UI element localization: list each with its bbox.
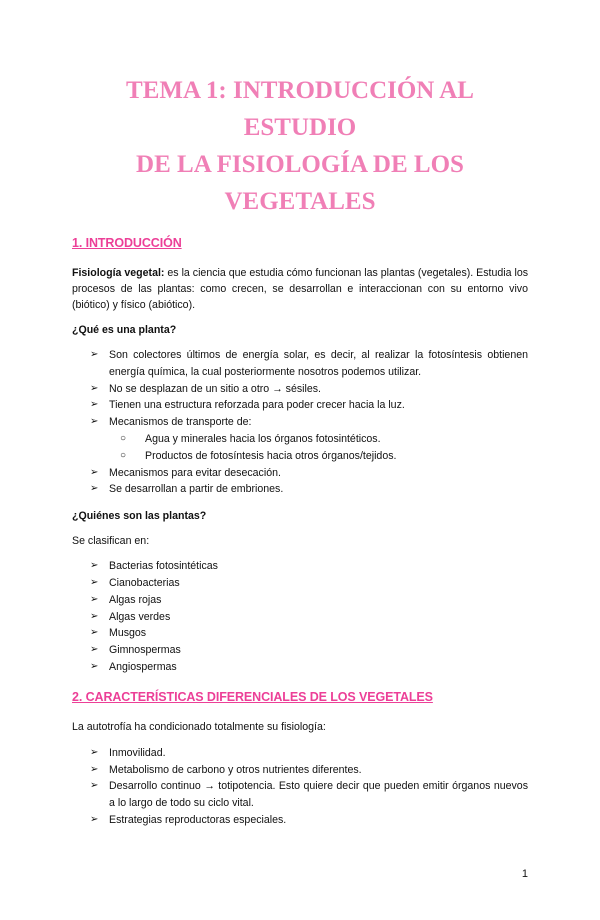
definition-term: Fisiología vegetal: [72,267,165,279]
list-item: ➢ Se desarrollan a partir de embriones. [72,481,528,498]
list-item: ➢ Bacterias fotosintéticas [72,558,528,575]
section-heading-characteristics: 2. CARACTERÍSTICAS DIFERENCIALES DE LOS VEGETALES [72,689,433,704]
title-line-1: TEMA 1: INTRODUCCIÓN AL ESTUDIO [126,77,474,141]
arrow-bullet-icon: ➢ [90,466,99,478]
question-what-is-plant: ¿Qué es una planta? [72,324,177,336]
arrow-bullet-icon: ➢ [90,660,99,672]
arrow-bullet-icon: ➢ [90,763,99,775]
arrow-bullet-icon: ➢ [90,780,99,792]
arrow-bullet-icon: ➢ [90,416,99,428]
arrow-bullet-icon: ➢ [90,813,99,825]
list-item: ➢ Estrategias reproductoras especiales. [72,812,528,829]
arrow-bullet-icon: ➢ [90,746,99,758]
list-item: ➢ Algas verdes [72,609,528,626]
list-item: ➢ Tienen una estructura reforzada para poder crecer hacia la luz. [72,397,528,414]
arrow-bullet-icon: ➢ [90,560,99,572]
title-line-2: DE LA FISIOLOGÍA DE LOS VEGETALES [136,151,464,215]
differential-characteristics-list [72,745,528,829]
list-item: ➢ Musgos [72,625,528,642]
definition-paragraph [72,265,528,313]
list-item: ➢ Desarrollo continuo → totipotencia. Esto quiere decir que pueden emitir órganos nuevos a lo largo de todo su ciclo vital. [90,780,528,810]
page-number: 1 [521,868,528,880]
plant-characteristics-list [72,347,528,498]
arrow-bullet-icon: ➢ [90,399,99,411]
list-item: ➢ Inmovilidad. [72,745,528,762]
plant-groups-list [72,558,528,676]
section2-intro: La autotrofía ha condicionado totalmente su fisiología: [72,720,326,733]
arrow-bullet-icon: ➢ [90,483,99,495]
list-item: ➢ Metabolismo de carbono y otros nutrientes diferentes. [72,762,528,779]
arrow-bullet-icon: ➢ [90,593,99,605]
list-item: ➢ Cianobacterias [72,575,528,592]
arrow-bullet-icon: ➢ [90,644,99,656]
arrow-bullet-icon: ➢ [90,627,99,639]
circle-bullet-icon: ○ [120,449,127,461]
sublist-item: ○ Productos de fotosíntesis hacia otros órganos/tejidos. [109,448,528,465]
list-item: ➢ Son colectores últimos de energía solar, es decir, al realizar la fotosíntesis obtienen energía química, la cual posteriormente nosotros podemos utilizar. [90,349,528,378]
arrow-bullet-icon: ➢ [90,576,99,588]
list-item: ➢ Mecanismos para evitar desecación. [72,465,528,482]
section-heading-intro: 1. INTRODUCCIÓN [72,236,182,250]
list-item: ➢ Angiospermas [72,659,528,676]
document-page [0,72,600,920]
list-item: ➢ Gimnospermas [72,642,528,659]
page-title [72,72,528,220]
list-item: ➢ Mecanismos de transporte de: ○ Agua y minerales hacia los órganos fotosintéticos. ○ Productos de fotosíntesis hacia otros órganos/tejidos. [72,414,528,464]
classify-intro: Se clasifican en: [72,535,150,548]
list-item: ➢ Algas rojas [72,592,528,609]
arrow-bullet-icon: ➢ [90,382,99,394]
list-item: ➢ No se desplazan de un sitio a otro → sésiles. [72,381,528,398]
circle-bullet-icon: ○ [120,432,127,444]
sublist-item: ○ Agua y minerales hacia los órganos fotosintéticos. [109,431,528,448]
definition-text: es la ciencia que estudia cómo funcionan las plantas (vegetales). Estudia los procesos de las plantas: como crecen, se desarrollan e interaccionan con su entorno vivo (biótico) y físico (abiótico). [72,267,529,311]
question-who-are-plants: ¿Quiénes son las plantas? [72,510,207,523]
arrow-bullet-icon: ➢ [90,610,99,622]
arrow-bullet-icon: ➢ [90,349,99,360]
transport-sublist [109,431,528,465]
